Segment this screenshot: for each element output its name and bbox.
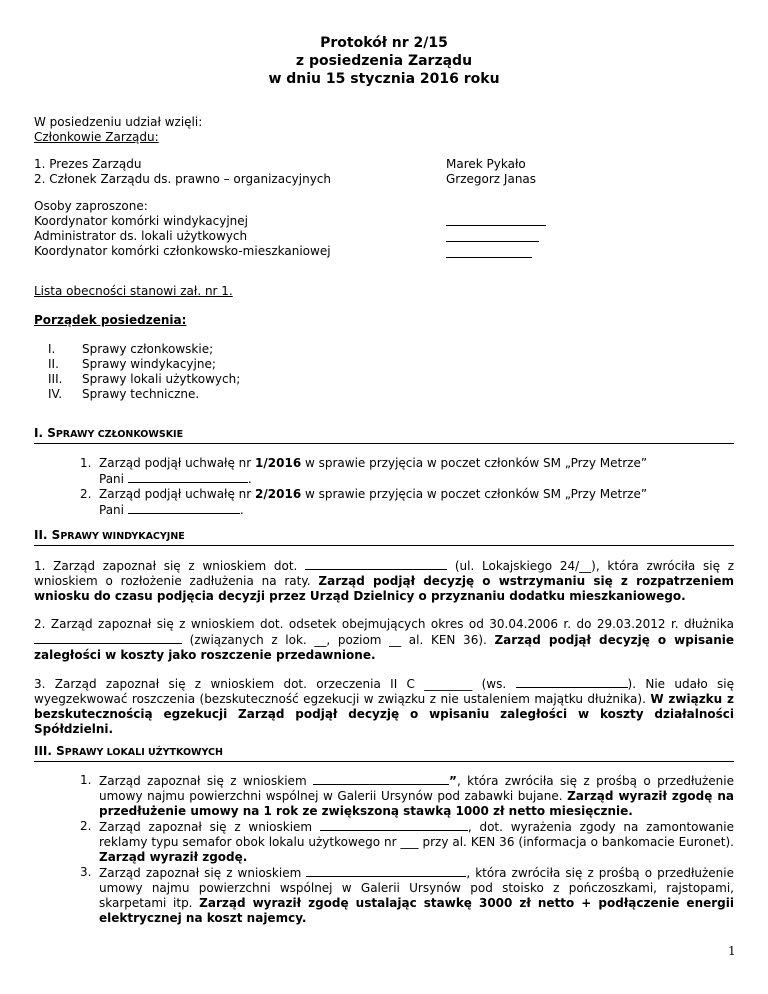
name-blank — [320, 819, 468, 831]
invited-block — [34, 199, 734, 259]
name-blank — [516, 676, 628, 688]
name-blank — [128, 502, 240, 514]
name-blank-3 — [446, 246, 532, 258]
member-name-2: Grzegorz Janas — [446, 172, 537, 186]
agenda-item: III. Sprawy lokali użytkowych; — [48, 372, 241, 386]
list-item: 2. Zarząd podjął uchwałę nr 2/2016 w sprawie przyjęcia w poczet członków SM „Przy Metrze” Pani . — [80, 487, 648, 517]
board-members-roles — [34, 157, 734, 187]
list-item: 2. Zarząd zapoznał się z wnioskiem , dot. wyrażenia zgody na zamontowanie reklamy typu semafor obok lokalu użytkowego nr ___ przy al. KEN 36 (informacja o bankomacie Euronet). Zarząd wyraził zgodę. — [80, 819, 734, 864]
section-heading-commercial-premises: III. SPRAWY LOKALI UŻYTKOWYCH — [34, 744, 734, 762]
name-blank-1 — [446, 214, 546, 226]
list-item: 3. Zarząd zapoznał się z wnioskiem , która zwróciła się z prośbą o przedłużenie umowy najmu powierzchni wspólnej w Galerii Ursynów pod stoisko z pończoszkami, rajstopami, skarpetami itp. Zarząd wyraził zgodę ustalając stawkę 3000 zł netto + podłączenie energii elektrycznej na koszt najemcy. — [80, 865, 734, 925]
section-2-paragraph-1: 1. Zarząd zapoznał się z wnioskiem dot. (ul. Lokajskiego 24/__), która zwróciła się z wnioskiem o rozłożenie zadłużenia na raty. Zarząd podjął decyzję o wstrzymaniu się z rozpatrzeniem wniosku do czasu podjęcia decyzji przez Urząd Dzielnicy o przyznaniu dodatku mieszkaniowego. — [34, 559, 734, 603]
name-blank — [313, 773, 449, 785]
document-title — [0, 34, 768, 88]
board-members-label: Członkowie Zarządu: — [34, 130, 159, 144]
attendance-intro: W posiedzeniu udział wzięli: — [34, 115, 203, 129]
name-blank — [128, 471, 248, 483]
title-line-1: Protokół nr 2/15 — [320, 35, 448, 51]
member-name-1: Marek Pykało — [446, 157, 526, 171]
title-line-2: z posiedzenia Zarządu — [295, 53, 473, 69]
invited-person-3: Koordynator komórki członkowsko-mieszkaniowej — [34, 244, 331, 258]
agenda-item: II. Sprawy windykacyjne; — [48, 357, 216, 371]
name-blank-2 — [446, 230, 539, 242]
list-item: 1. Zarząd podjął uchwałę nr 1/2016 w sprawie przyjęcia w poczet członków SM „Przy Metrze” Pani . — [80, 456, 648, 486]
invited-person-1: Koordynator komórki windykacyjnej — [34, 214, 248, 228]
list-item: 1. Zarząd zapoznał się z wnioskiem ”, która zwróciła się z prośbą o przedłużenie umowy najmu powierzchni wspólnej w Galerii Ursynów pod zabawki bujane. Zarząd wyraził zgodę na przedłużenie umowy na 1 rok ze zwiększoną stawką 1000 zł netto miesięcznie. — [80, 773, 734, 818]
member-role-2: 2. Członek Zarządu ds. prawno – organizacyjnych — [34, 172, 332, 186]
title-line-3: w dniu 15 stycznia 2016 roku — [268, 71, 500, 87]
section-1-list — [80, 456, 734, 518]
agenda-heading: Porządek posiedzenia: — [34, 313, 187, 327]
page-number: 1 — [728, 944, 736, 958]
section-heading-membership: I. SPRAWY CZŁONKOWSKIE — [34, 426, 734, 444]
section-heading-debt-collection: II. SPRAWY WINDYKACYJNE — [34, 528, 734, 546]
member-role-1: 1. Prezes Zarządu — [34, 157, 142, 171]
invited-blanks — [446, 214, 546, 262]
agenda-item: IV. Sprawy techniczne. — [48, 387, 200, 401]
agenda-list — [48, 342, 240, 402]
section-2-paragraph-3: 3. Zarząd zapoznał się z wnioskiem dot. orzeczenia II C ________ (ws. ). Nie udało się wyegzekwować roszczenia (bezskuteczność egzekucji w związku z nie ustaleniem majątku dłużnika). W związku z bezskutecznością egzekucji Zarząd podjął decyzję o wpisaniu zaległości w koszty działalności Spółdzielni. — [34, 677, 735, 736]
section-2-paragraph-2: 2. Zarząd zapoznał się z wnioskiem dot. odsetek obejmujących okres od 30.04.2006 r. do 29.03.2012 r. dłużnika (związanych z lok. __, poziom __ al. KEN 36). Zarząd podjął decyzję o wpisanie zaległości w koszty jako roszczenie przedawnione. — [34, 617, 735, 662]
invited-label: Osoby zaproszone: — [34, 199, 148, 213]
attendance-intro-block — [34, 115, 734, 145]
agenda-item: I. Sprawy członkowskie; — [48, 342, 214, 356]
attendance-list-note: Lista obecności stanowi zał. nr 1. — [34, 284, 233, 298]
name-blank — [34, 632, 182, 644]
name-blank — [305, 558, 447, 570]
invited-person-2: Administrator ds. lokali użytkowych — [34, 229, 248, 243]
section-3-list — [80, 773, 734, 926]
board-members-names — [446, 157, 536, 187]
name-blank — [306, 865, 466, 877]
